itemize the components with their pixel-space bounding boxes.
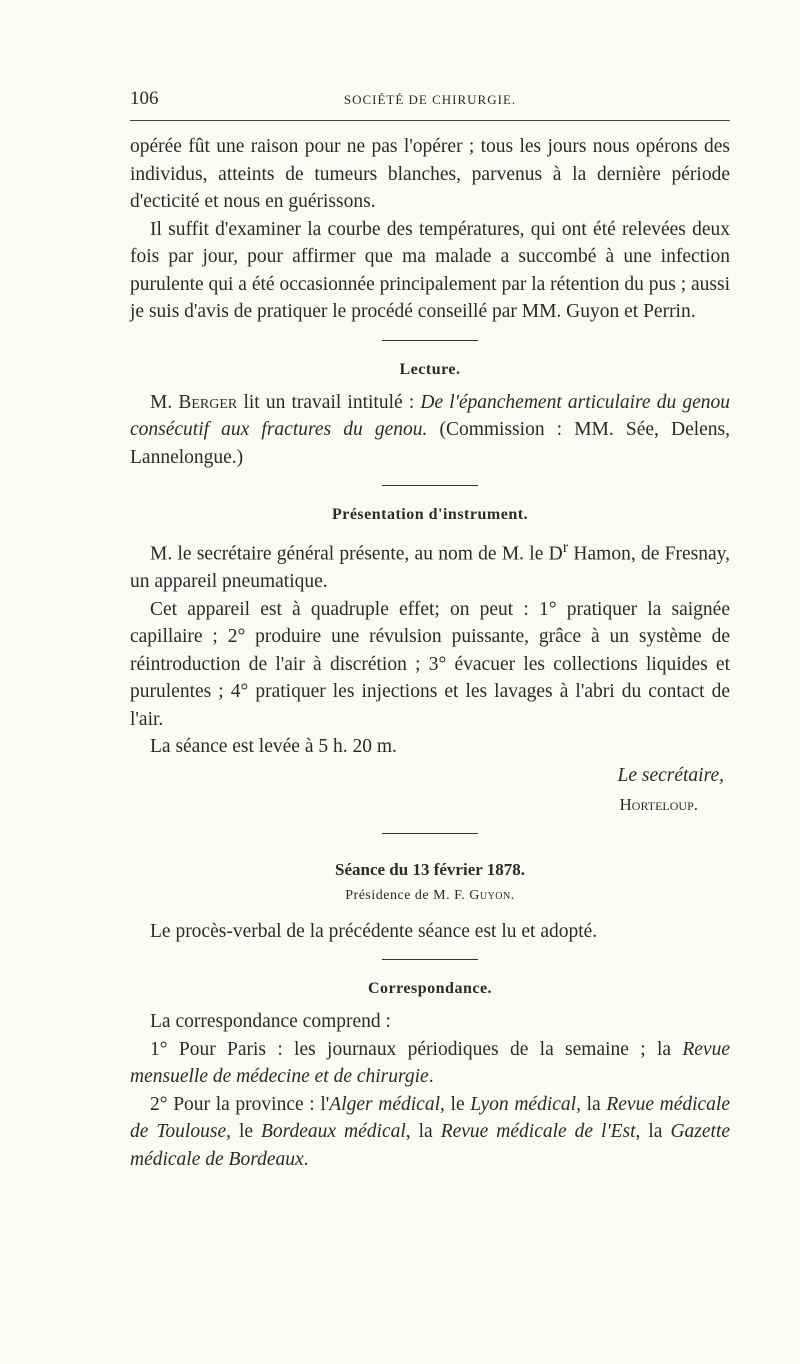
signature-block bbox=[130, 761, 730, 819]
seance-title: Séance du 13 février 1878. bbox=[335, 859, 525, 879]
item-text: 2° Pour la province : l' bbox=[150, 1093, 330, 1115]
presentation-paragraph-1 bbox=[130, 534, 730, 596]
presentation-paragraph-2: Cet appareil est à quadruple effet; on peut : 1° pratiquer la saignée capillaire ; 2° produire une révulsion puissante, grâce à un système de réintroduction de l'air à discrétion ; 3° évacuer les collections liquides et purulentes ; 4° pratiquer les injections et les lavages à l'abri du contact de l'air. bbox=[130, 598, 730, 730]
item-text: , le bbox=[226, 1121, 261, 1142]
item-text: . bbox=[303, 1148, 309, 1170]
journal-title: Revue mensuelle de médecine et de chirurgie bbox=[130, 1038, 730, 1087]
section-divider bbox=[382, 340, 478, 341]
signature-name: Horteloup. bbox=[619, 794, 698, 814]
page-number: 106 bbox=[130, 88, 159, 109]
header-rule bbox=[130, 120, 730, 121]
presentation-text: M. le secrétaire général présente, au nom de M. le D bbox=[150, 543, 563, 565]
correspondance-intro: La correspondance comprend : bbox=[150, 1011, 391, 1032]
item-text: , la bbox=[576, 1093, 607, 1115]
running-header bbox=[130, 88, 730, 120]
running-title: SOCIÉTÉ DE CHIRURGIE. bbox=[343, 92, 517, 107]
journal-title: Revue médicale de Toulouse bbox=[130, 1093, 731, 1142]
presentation-superscript: r bbox=[562, 538, 569, 556]
lecture-commission: (Commission : MM. Sée, Delens, Lannelongue.) bbox=[130, 419, 731, 468]
journal-title: Gazette médicale de Bordeaux bbox=[130, 1121, 731, 1170]
item-text: 1° Pour Paris : les journaux périodiques de la semaine ; la bbox=[150, 1038, 683, 1060]
correspondance-item-1 bbox=[130, 1036, 730, 1091]
proces-verbal: Le procès-verbal de la précédente séance est lu et adopté. bbox=[150, 920, 598, 942]
section-title-presentation: Présentation d'instrument. bbox=[331, 506, 529, 523]
correspondance-item-2 bbox=[130, 1091, 730, 1174]
signature-role: Le secrétaire, bbox=[617, 764, 724, 786]
book-page bbox=[130, 88, 730, 1173]
presidence-line bbox=[130, 888, 730, 904]
lecture-verb: lit un travail intitulé : bbox=[243, 391, 415, 413]
journal-title: Bordeaux médical bbox=[261, 1121, 406, 1142]
section-divider bbox=[382, 959, 478, 960]
presidence-text: Présidence de M. F. bbox=[345, 887, 466, 903]
journal-title: Lyon médical bbox=[470, 1093, 577, 1115]
presentation-paragraph-3: La séance est levée à 5 h. 20 m. bbox=[150, 736, 397, 757]
lecture-work-title: De l'épanchement articulaire du genou consécutif aux fractures du genou. bbox=[130, 391, 731, 440]
lecture-prefix: M. bbox=[150, 391, 173, 413]
section-title-lecture: Lecture. bbox=[399, 360, 461, 378]
presentation-text: Hamon, de Fresnay, un appareil pneumatique. bbox=[130, 543, 730, 592]
section-divider bbox=[382, 833, 478, 834]
item-text: , la bbox=[405, 1121, 441, 1142]
lecture-author: Berger bbox=[178, 391, 238, 413]
intro-paragraph-2: Il suffit d'examiner la courbe des températures, qui ont été relevées deux fois par jour, pour affirmer que ma malade a succombé à une infection purulente qui a été occasionnée principalement par la rétention du pus ; aussi je suis d'avis de pratiquer le procédé conseillé par MM. Guyon et Perrin. bbox=[130, 218, 730, 322]
section-divider bbox=[382, 485, 478, 486]
intro-paragraph-1: opérée fût une raison pour ne pas l'opérer ; tous les jours nous opérons des individus, atteints de tumeurs blanches, parvenus à la dernière période d'ecticité et nous en guérissons. bbox=[130, 136, 730, 212]
lecture-paragraph bbox=[130, 389, 730, 472]
item-text: . bbox=[428, 1066, 434, 1087]
journal-title: Alger médical bbox=[329, 1093, 440, 1115]
section-title-correspondance: Correspondance. bbox=[367, 980, 493, 997]
item-text: , le bbox=[440, 1093, 471, 1115]
journal-title: Revue médicale de l'Est bbox=[440, 1121, 636, 1142]
president-name: Guyon. bbox=[469, 887, 515, 903]
item-text: , la bbox=[635, 1121, 671, 1142]
